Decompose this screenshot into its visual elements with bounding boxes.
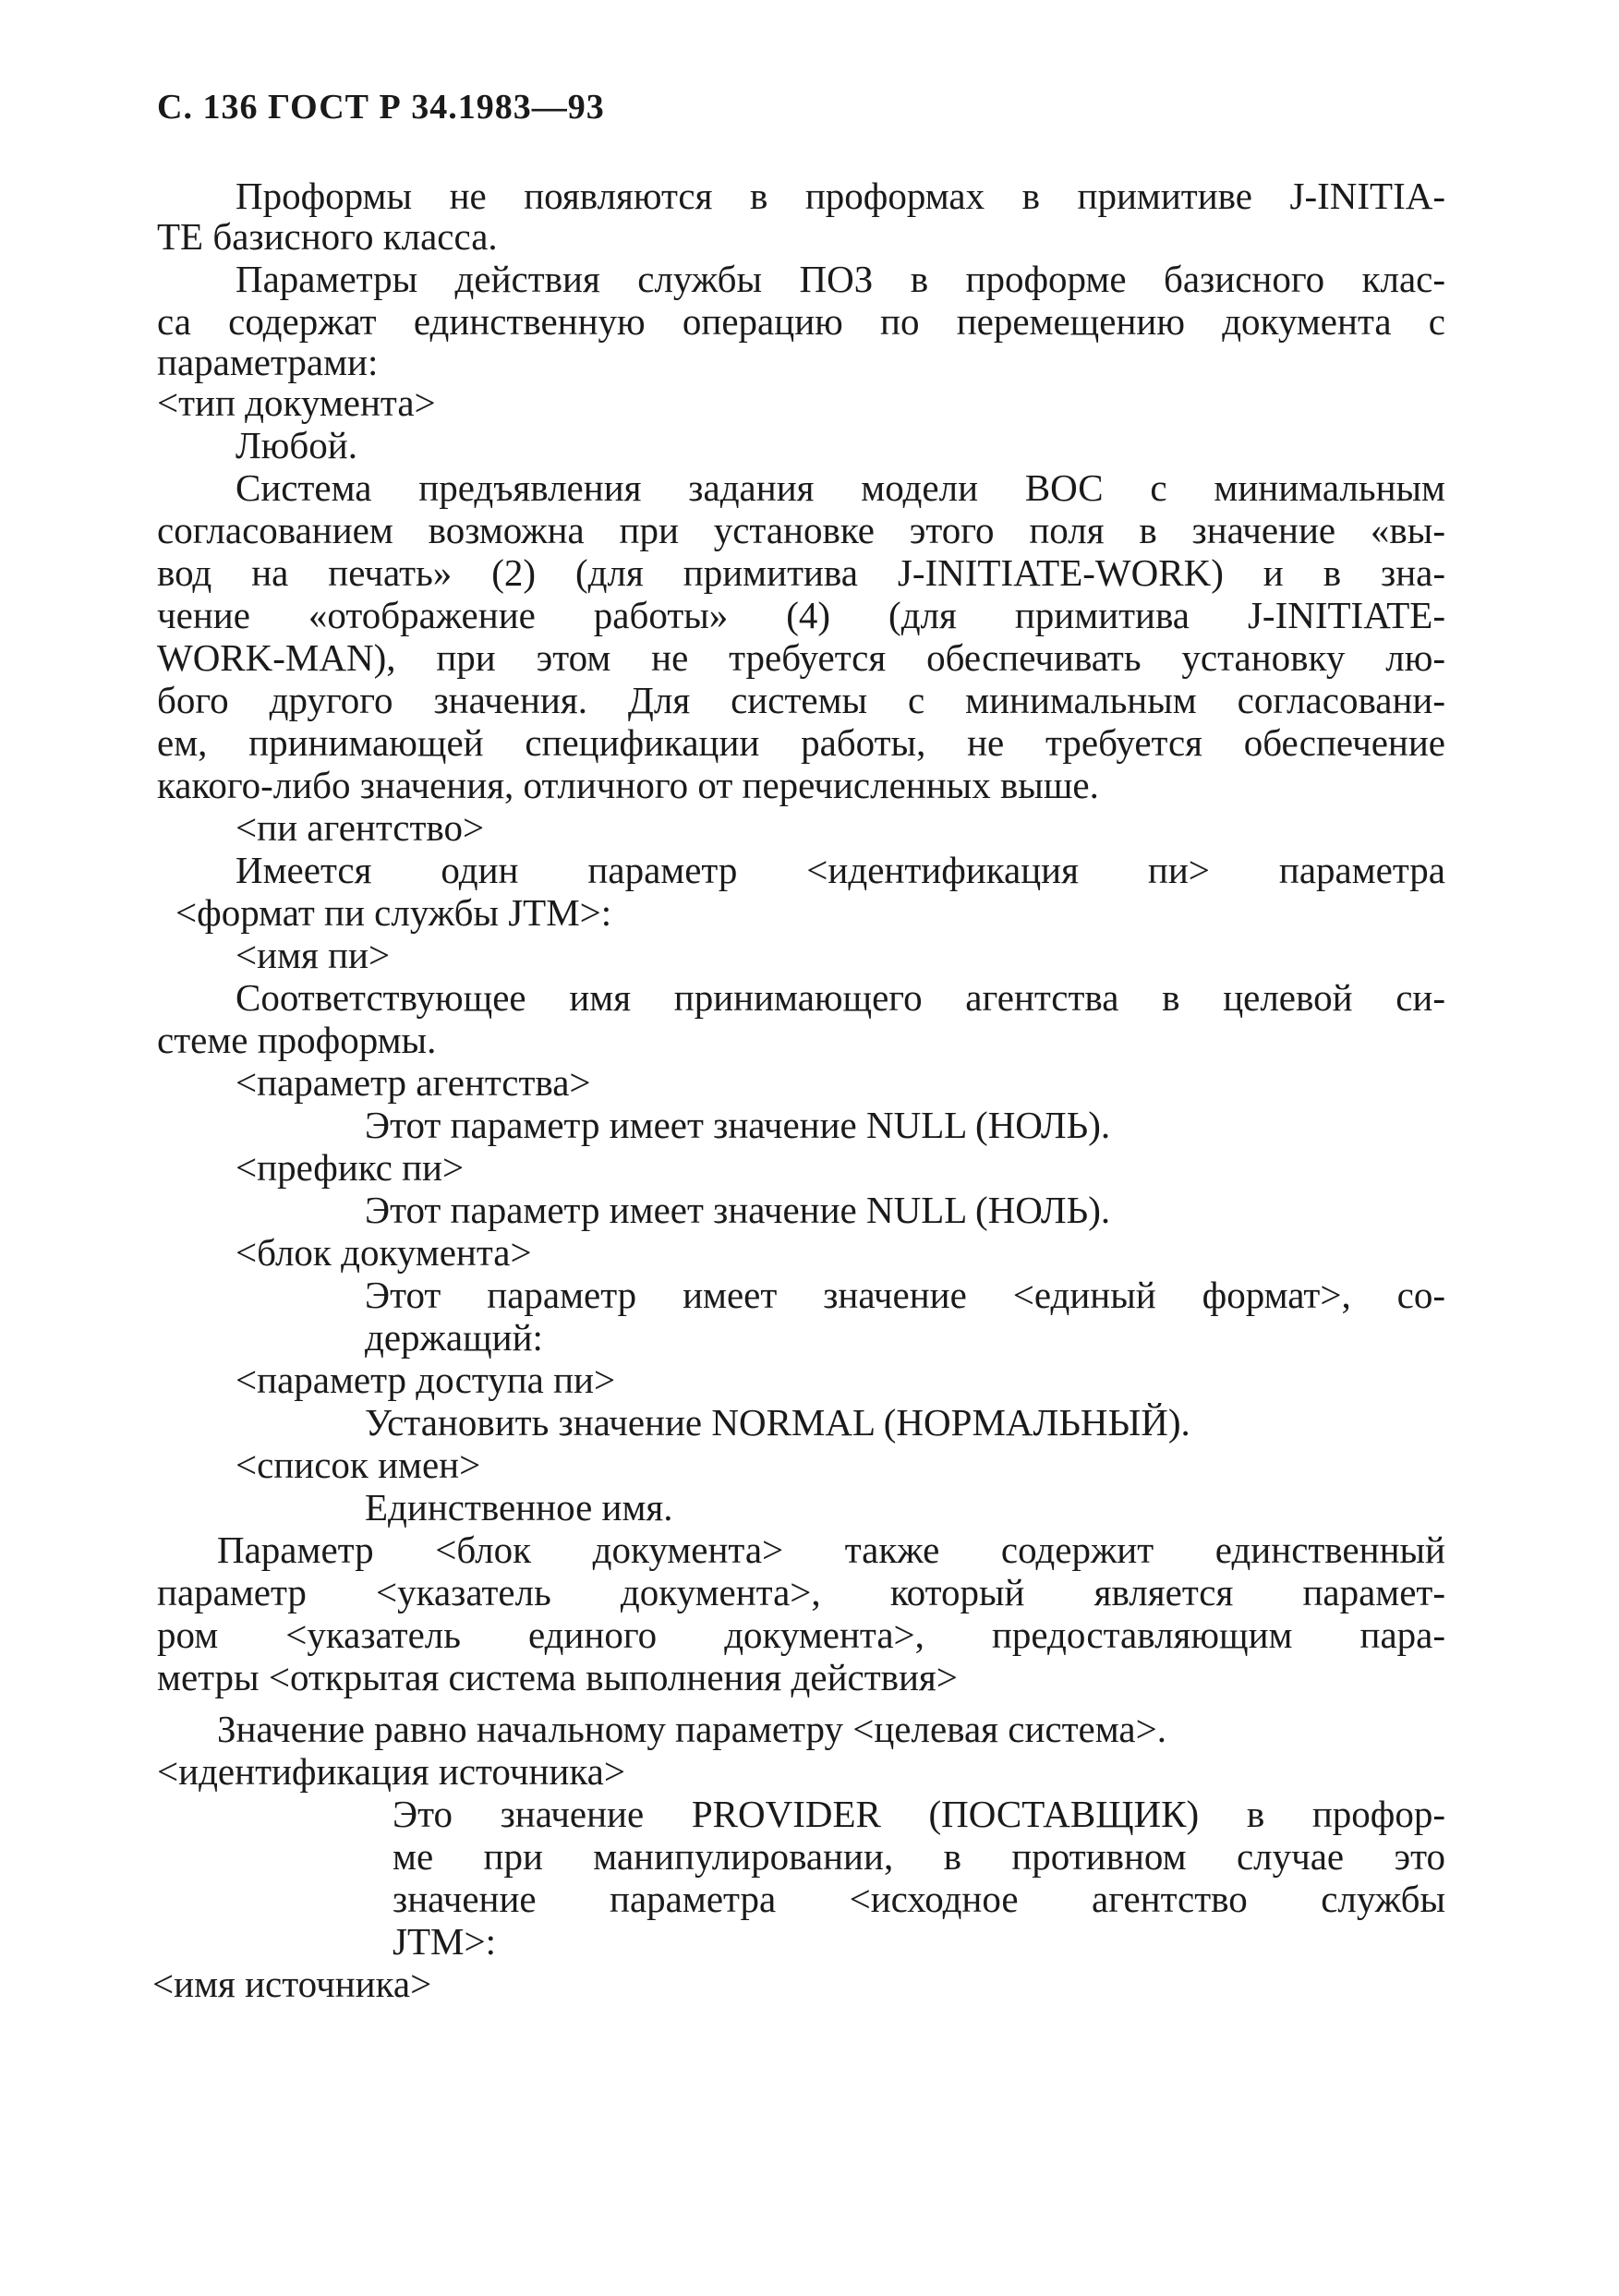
text-line: Установить значение NORMAL (НОРМАЛЬНЫЙ). — [365, 1401, 1190, 1444]
text-line: держащий: — [365, 1316, 543, 1359]
page-header: С. 136 ГОСТ Р 34.1983—93 — [157, 88, 605, 127]
text-line: Имеется один параметр <идентификация пи> параметра — [236, 849, 1445, 891]
text-line: Параметр <блок документа> также содержит единственный — [217, 1529, 1445, 1571]
text-line: са содержат единственную операцию по перемещению документа с — [157, 300, 1445, 343]
text-line: ем, принимающей спецификации работы, не требуется обеспечение — [157, 721, 1445, 764]
text-line: Любой. — [236, 424, 357, 466]
text-line: <блок документа> — [236, 1231, 532, 1274]
text-line: <формат пи службы JTM>: — [175, 891, 612, 934]
text-line: значение параметра <исходное агентство службы — [393, 1878, 1445, 1920]
text-line: Этот параметр имеет значение NULL (НОЛЬ). — [365, 1104, 1111, 1146]
text-line: параметр <указатель документа>, который является парамет- — [157, 1571, 1445, 1613]
text-line: Проформы не появляются в проформах в примитиве J-INITIA- — [236, 175, 1445, 217]
text-line: Соответствующее имя принимающего агентства в целевой си- — [236, 976, 1445, 1019]
text-line: метры <открытая система выполнения действия> — [157, 1656, 958, 1698]
text-line: Этот параметр имеет значение <единый формат>, со- — [365, 1274, 1445, 1316]
text-line: Этот параметр имеет значение NULL (НОЛЬ). — [365, 1189, 1111, 1231]
text-line: <идентификация источника> — [157, 1750, 625, 1793]
text-line: согласованием возможна при установке этого поля в значение «вы- — [157, 509, 1445, 551]
text-line: параметрами: — [157, 341, 379, 383]
text-line: <пи агентство> — [236, 806, 485, 849]
text-line: Система предъявления задания модели ВОС с минимальным — [236, 466, 1445, 509]
text-line: Значение равно начальному параметру <целевая система>. — [217, 1708, 1166, 1750]
text-line: какого-либо значения, отличного от перечисленных выше. — [157, 764, 1099, 806]
text-line: Единственное имя. — [365, 1486, 673, 1529]
text-line: ТЕ базисного класса. — [157, 215, 498, 258]
text-line: <имя пи> — [236, 934, 391, 976]
text-line: <список имен> — [236, 1444, 481, 1486]
text-line: стеме проформы. — [157, 1019, 437, 1061]
text-line: ме при манипулировании, в противном случае это — [393, 1835, 1445, 1878]
text-line: WORK-MAN), при этом не требуется обеспечивать установку лю- — [157, 636, 1445, 679]
text-line: <параметр доступа пи> — [236, 1359, 616, 1401]
text-line: бого другого значения. Для системы с минимальным согласовани- — [157, 679, 1445, 721]
text-line: JTM>: — [393, 1920, 496, 1963]
text-line: <тип документа> — [157, 381, 436, 424]
text-line: чение «отображение работы» (4) (для примитива J-INITIATE- — [157, 594, 1445, 636]
text-line: Это значение PROVIDER (ПОСТАВЩИК) в профор- — [393, 1793, 1445, 1835]
text-line: <параметр агентства> — [236, 1061, 591, 1104]
text-line: <префикс пи> — [236, 1146, 465, 1189]
text-line: вод на печать» (2) (для примитива J-INITIATE-WORK) и в зна- — [157, 551, 1445, 594]
text-line: Параметры действия службы ПОЗ в проформе базисного клас- — [236, 258, 1445, 300]
text-line: <имя источника> — [152, 1963, 432, 2005]
text-line: ром <указатель единого документа>, предоставляющим пара- — [157, 1613, 1445, 1656]
